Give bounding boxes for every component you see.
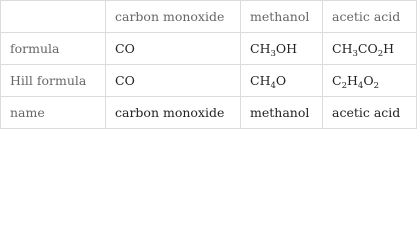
formula-text: carbon monoxide	[115, 105, 225, 120]
name-carbon-monoxide	[106, 97, 241, 129]
formula-text: O	[363, 73, 374, 88]
name-methanol	[241, 97, 323, 129]
row-header-name: name	[1, 97, 106, 129]
table-row-hill-formula	[1, 65, 417, 97]
formula-acetic-acid	[323, 33, 417, 65]
hill-formula-carbon-monoxide	[106, 65, 241, 97]
formula-subscript: 3	[352, 49, 358, 59]
row-header-hill-formula: Hill formula	[1, 65, 106, 97]
formula-text: CO	[115, 41, 135, 56]
hill-formula-methanol	[241, 65, 323, 97]
formula-text: H	[383, 41, 395, 56]
column-header-acetic-acid: acetic acid	[323, 1, 417, 33]
header-row	[1, 1, 417, 33]
name-acetic-acid	[323, 97, 417, 129]
formula-subscript: 2	[341, 81, 347, 91]
hill-formula-acetic-acid	[323, 65, 417, 97]
formula-text: CH	[250, 73, 271, 88]
formula-text: C	[332, 73, 342, 88]
column-header-methanol: methanol	[241, 1, 323, 33]
formula-subscript: 4	[270, 81, 276, 91]
formula-carbon-monoxide	[106, 33, 241, 65]
table-row-formula	[1, 33, 417, 65]
formula-text: H	[347, 73, 358, 88]
formula-subscript: 2	[373, 81, 379, 91]
formula-text: CO	[115, 73, 135, 88]
formula-text: CO	[357, 41, 378, 56]
formula-text: O	[275, 73, 287, 88]
formula-methanol	[241, 33, 323, 65]
column-header-carbon-monoxide: carbon monoxide	[106, 1, 241, 33]
formula-subscript: 3	[270, 49, 276, 59]
corner-cell	[1, 1, 106, 33]
formula-text: CH	[250, 41, 271, 56]
formula-text: OH	[275, 41, 298, 56]
formula-text: methanol	[250, 105, 310, 120]
formula-subscript: 2	[377, 49, 384, 59]
formula-text: acetic acid	[332, 105, 401, 120]
formula-text: CH	[332, 41, 353, 56]
formula-subscript: 4	[357, 81, 364, 91]
table-row-name	[1, 97, 417, 129]
row-header-formula: formula	[1, 33, 106, 65]
